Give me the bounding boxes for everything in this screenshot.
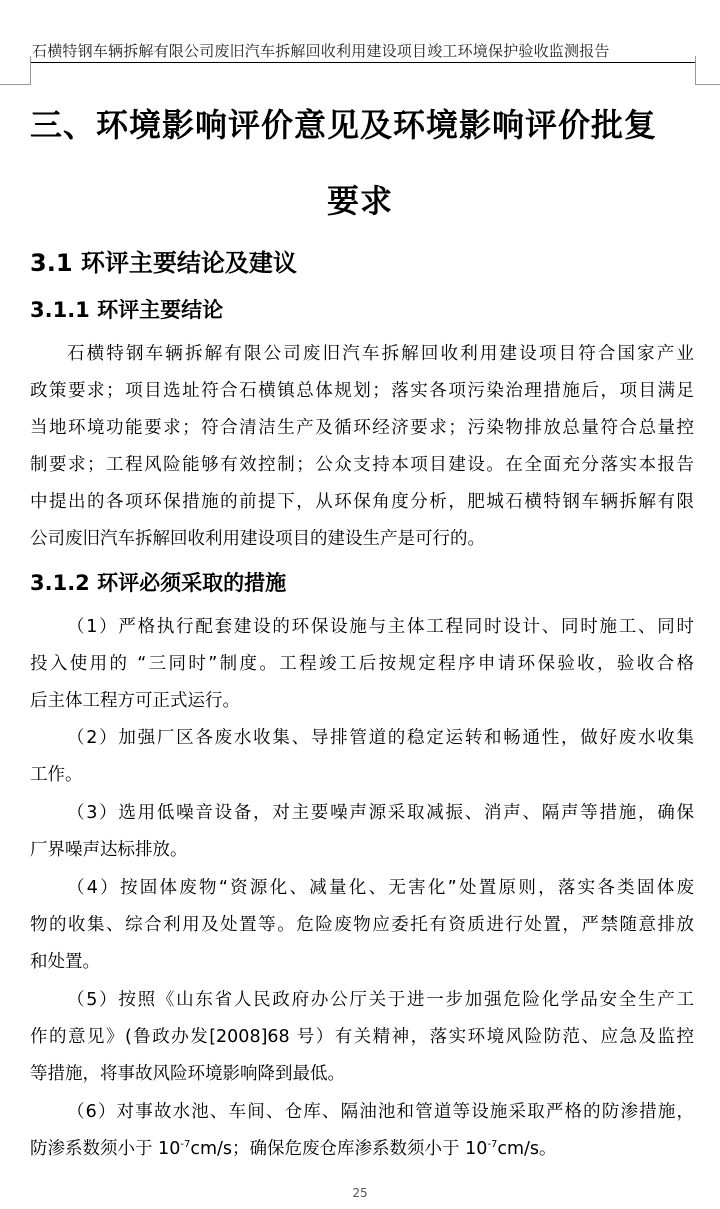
conclusion-paragraph (30, 336, 694, 558)
measure-5 (30, 982, 694, 1093)
section-heading-3-1-2: 3.1.2 环评必须采取的措施 (30, 571, 287, 595)
text-line: 物的收集、综合利用及处置等。危险废物应委托有资质进行处置，严禁随意排放 (30, 915, 694, 935)
measure-3 (30, 795, 694, 869)
measure-1 (30, 609, 694, 720)
text-run: cm/s；确保危废仓库渗系数须小于 10 (190, 1139, 488, 1159)
text-line: （2）加强厂区各废水收集、导排管道的稳定运转和畅通性，做好废水收集 (67, 728, 694, 748)
exponent: -7 (180, 1139, 191, 1150)
page-header (0, 30, 720, 62)
header-rule (30, 62, 695, 63)
chapter-title-line1: 三、环境影响评价意见及环境影响评价批复 (30, 106, 658, 144)
text-line: （4）按固体废物“资源化、减量化、无害化”处置原则，落实各类固体废 (67, 878, 694, 898)
measure-6 (30, 1094, 694, 1168)
text-run: cm/s。 (497, 1139, 557, 1159)
page-number: 25 (352, 1186, 368, 1200)
margin-corner-left (0, 56, 31, 85)
text-line: 公司废旧汽车拆解回收利用建设项目的建设生产是可行的。 (30, 529, 485, 549)
text-line: 工作。 (30, 765, 83, 785)
text-run: 防渗系数须小于 10 (30, 1139, 181, 1159)
text-line-with-superscript (30, 1131, 694, 1168)
text-line: 当地环境功能要求；符合清洁生产及循环经济要求；污染物排放总量符合总量控 (30, 418, 694, 438)
section-heading-3-1: 3.1 环评主要结论及建议 (30, 249, 297, 277)
margin-corner-right (695, 56, 720, 85)
text-line: （1）严格执行配套建设的环保设施与主体工程同时设计、同时施工、同时 (67, 617, 694, 637)
text-line: 作的意见》(鲁政办发[2008]68 号）有关精神，落实环境风险防范、应急及监控 (30, 1027, 694, 1047)
header-text: 石横特钢车辆拆解有限公司废旧汽车拆解回收利用建设项目竣工环境保护验收监测报告 (32, 42, 610, 60)
text-line: 中提出的各项环保措施的前提下，从环保角度分析，肥城石横特钢车辆拆解有限 (30, 492, 694, 512)
text-line: 石横特钢车辆拆解有限公司废旧汽车拆解回收利用建设项目符合国家产业 (67, 344, 694, 364)
text-line: 厂界噪声达标排放。 (30, 840, 188, 860)
text-line: （6）对事故水池、车间、仓库、隔油池和管道等设施采取严格的防渗措施， (67, 1102, 694, 1122)
text-line: 等措施，将事故风险环境影响降到最低。 (30, 1064, 345, 1084)
chapter-title-line2: 要求 (326, 182, 393, 220)
text-line: 投入使用的 “三同时”制度。工程竣工后按规定程序申请环保验收，验收合格 (30, 654, 694, 674)
text-line: （5）按照《山东省人民政府办公厅关于进一步加强危险化学品安全生产工 (67, 990, 694, 1010)
measure-2 (30, 720, 694, 794)
text-line: 政策要求；项目选址符合石横镇总体规划；落实各项污染治理措施后，项目满足 (30, 381, 694, 401)
text-line: 制要求；工程风险能够有效控制；公众支持本项目建设。在全面充分落实本报告 (30, 455, 694, 475)
measure-4 (30, 870, 694, 981)
text-line: 后主体工程方可正式运行。 (30, 691, 240, 711)
section-heading-3-1-1: 3.1.1 环评主要结论 (30, 298, 224, 322)
exponent: -7 (487, 1139, 498, 1150)
text-line: 和处置。 (30, 952, 100, 972)
text-line: （3）选用低噪音设备，对主要噪声源采取减振、消声、隔声等措施，确保 (67, 803, 694, 823)
